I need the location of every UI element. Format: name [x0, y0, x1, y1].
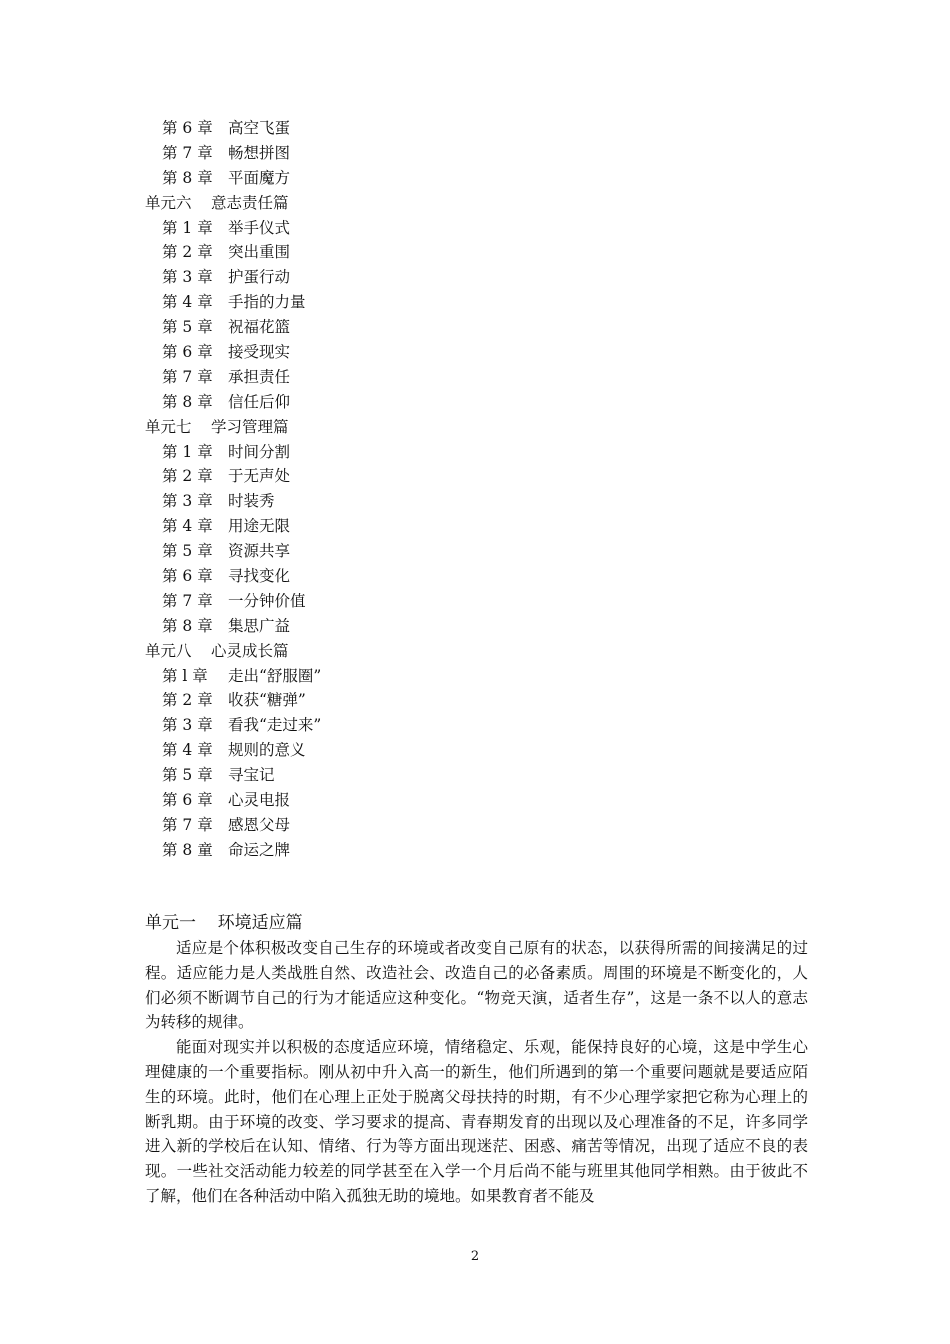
toc-entry-title: 寻宝记	[228, 766, 275, 785]
toc-chapter-entry	[145, 440, 545, 465]
toc-chapter-entry	[145, 340, 545, 365]
toc-entry-title: 祝福花篮	[228, 318, 291, 337]
toc-entry-title: 感恩父母	[228, 815, 291, 834]
toc-entry-title: 护蛋行动	[228, 268, 291, 287]
toc-entry-title: 接受现实	[228, 343, 291, 362]
toc-chapter-number: 第 l 章	[162, 666, 208, 685]
toc-entry-title: 时装秀	[228, 492, 275, 511]
section-title: 单元一 环境适应篇	[145, 913, 303, 933]
toc-chapter-entry	[145, 464, 545, 489]
toc-entry-title: 学习管理篇	[211, 417, 289, 436]
toc-chapter-number: 第 8 童	[162, 840, 213, 859]
toc-chapter-entry	[145, 315, 545, 340]
toc-chapter-entry	[145, 838, 545, 863]
toc-chapter-number: 第 7 章	[162, 143, 213, 162]
toc-chapter-number: 第 8 章	[162, 616, 213, 635]
toc-chapter-number: 第 5 章	[162, 318, 213, 337]
toc-chapter-number: 第 3 章	[162, 268, 213, 287]
toc-entry-title: 规则的意义	[228, 741, 306, 760]
toc-entry-title: 集思广益	[228, 616, 291, 635]
toc-entry-title: 走出“舒服圈”	[228, 666, 322, 685]
toc-chapter-entry	[145, 116, 545, 141]
toc-chapter-number: 第 3 章	[162, 492, 213, 511]
toc-entry-title: 承担责任	[228, 367, 291, 386]
toc-chapter-number: 第 2 章	[162, 243, 213, 262]
toc-chapter-entry	[145, 216, 545, 241]
toc-chapter-entry	[145, 489, 545, 514]
toc-unit-heading	[145, 191, 545, 216]
toc-chapter-number: 第 6 章	[162, 343, 213, 362]
toc-chapter-number: 第 5 章	[162, 542, 213, 561]
toc-entry-title: 信任后仰	[228, 392, 291, 411]
toc-chapter-number: 第 6 章	[162, 567, 213, 586]
toc-chapter-entry	[145, 564, 545, 589]
toc-entry-title: 手指的力量	[228, 293, 306, 312]
toc-chapter-number: 第 6 章	[162, 119, 213, 137]
toc-unit-label: 单元七	[145, 417, 192, 436]
table-of-contents	[145, 116, 545, 863]
toc-chapter-number: 第 7 章	[162, 367, 213, 386]
toc-entry-title: 命运之牌	[228, 840, 291, 859]
toc-chapter-entry	[145, 763, 545, 788]
toc-chapter-entry	[145, 514, 545, 539]
toc-chapter-number: 第 3 章	[162, 716, 213, 735]
toc-entry-title: 收获“糖弹”	[228, 691, 306, 710]
toc-chapter-entry	[145, 614, 545, 639]
toc-chapter-number: 第 8 章	[162, 392, 213, 411]
toc-chapter-entry	[145, 788, 545, 813]
toc-entry-title: 举手仪式	[228, 218, 291, 237]
toc-chapter-number: 第 2 章	[162, 467, 213, 486]
toc-chapter-number: 第 2 章	[162, 691, 213, 710]
toc-chapter-number: 第 7 章	[162, 591, 213, 610]
toc-chapter-number: 第 1 章	[162, 442, 213, 461]
toc-unit-label: 单元六	[145, 193, 192, 212]
toc-chapter-entry	[145, 738, 545, 763]
toc-entry-title: 资源共享	[228, 542, 291, 561]
toc-entry-title: 意志责任篇	[211, 193, 289, 212]
toc-entry-title: 寻找变化	[228, 567, 291, 586]
toc-chapter-entry	[145, 813, 545, 838]
toc-entry-title: 一分钟价值	[228, 591, 306, 610]
toc-unit-heading	[145, 639, 545, 664]
toc-entry-title: 用途无限	[228, 517, 291, 536]
section-unit-one	[145, 910, 808, 1209]
toc-chapter-number: 第 4 章	[162, 517, 213, 536]
toc-chapter-number: 第 6 章	[162, 791, 213, 810]
body-paragraph-2: 能面对现实并以积极的态度适应环境，情绪稳定、乐观，能保持良好的心境，这是中学生心理健康的一个重要指标。刚从初中升入高一的新生，他们所遇到的第一个重要问题就是要适应陌生的环境。此时，他们在心理上正处于脱离父母扶持的时期，有不少心理学家把它称为心理上的断乳期。由于环境的改变、学习要求的提高、青春期发育的出现以及心理准备的不足，许多同学进入新的学校后在认知、情绪、行为等方面出现迷茫、困惑、痛苦等情况，出现了适应不良的表现。一些社交活动能力较差的同学甚至在入学一个月后尚不能与班里其他同学相熟。由于彼此不了解，他们在各种活动中陷入孤独无助的境地。如果教育者不能及	[145, 1038, 808, 1205]
toc-chapter-entry	[145, 539, 545, 564]
page-number: 2	[470, 1249, 480, 1264]
toc-chapter-entry	[145, 589, 545, 614]
toc-entry-title: 心灵成长篇	[211, 641, 289, 660]
toc-entry-title: 平面魔方	[228, 168, 291, 187]
toc-entry-title: 时间分割	[228, 442, 291, 461]
toc-chapter-entry	[145, 240, 545, 265]
body-paragraph-1: 适应是个体积极改变自己生存的环境或者改变自己原有的状态，以获得所需的间接满足的过程。适应能力是人类战胜自然、改造社会、改造自己的必备素质。周围的环境是不断变化的，人们必须不断调节自己的行为才能适应这种变化。“物竞天演，适者生存”，这是一条不以人的意志为转移的规律。	[145, 939, 808, 1032]
toc-chapter-entry	[145, 265, 545, 290]
toc-entry-title: 高空飞蛋	[228, 119, 291, 137]
toc-unit-heading	[145, 415, 545, 440]
toc-chapter-entry	[145, 166, 545, 191]
toc-chapter-number: 第 5 章	[162, 766, 213, 785]
toc-entry-title: 看我“走过来”	[228, 716, 322, 735]
toc-chapter-entry	[145, 664, 545, 689]
toc-entry-title: 心灵电报	[228, 791, 291, 810]
toc-entry-title: 突出重围	[228, 243, 291, 262]
toc-chapter-entry	[145, 390, 545, 415]
toc-chapter-entry	[145, 290, 545, 315]
toc-chapter-entry	[145, 365, 545, 390]
toc-chapter-number: 第 1 章	[162, 218, 213, 237]
toc-entry-title: 于无声处	[228, 467, 291, 486]
toc-entry-title: 畅想拼图	[228, 143, 291, 162]
toc-chapter-entry	[145, 688, 545, 713]
toc-chapter-entry	[145, 141, 545, 166]
toc-chapter-number: 第 8 章	[162, 168, 213, 187]
toc-chapter-entry	[145, 713, 545, 738]
toc-chapter-number: 第 4 章	[162, 741, 213, 760]
toc-chapter-number: 第 7 章	[162, 815, 213, 834]
toc-chapter-number: 第 4 章	[162, 293, 213, 312]
toc-unit-label: 单元八	[145, 641, 192, 660]
